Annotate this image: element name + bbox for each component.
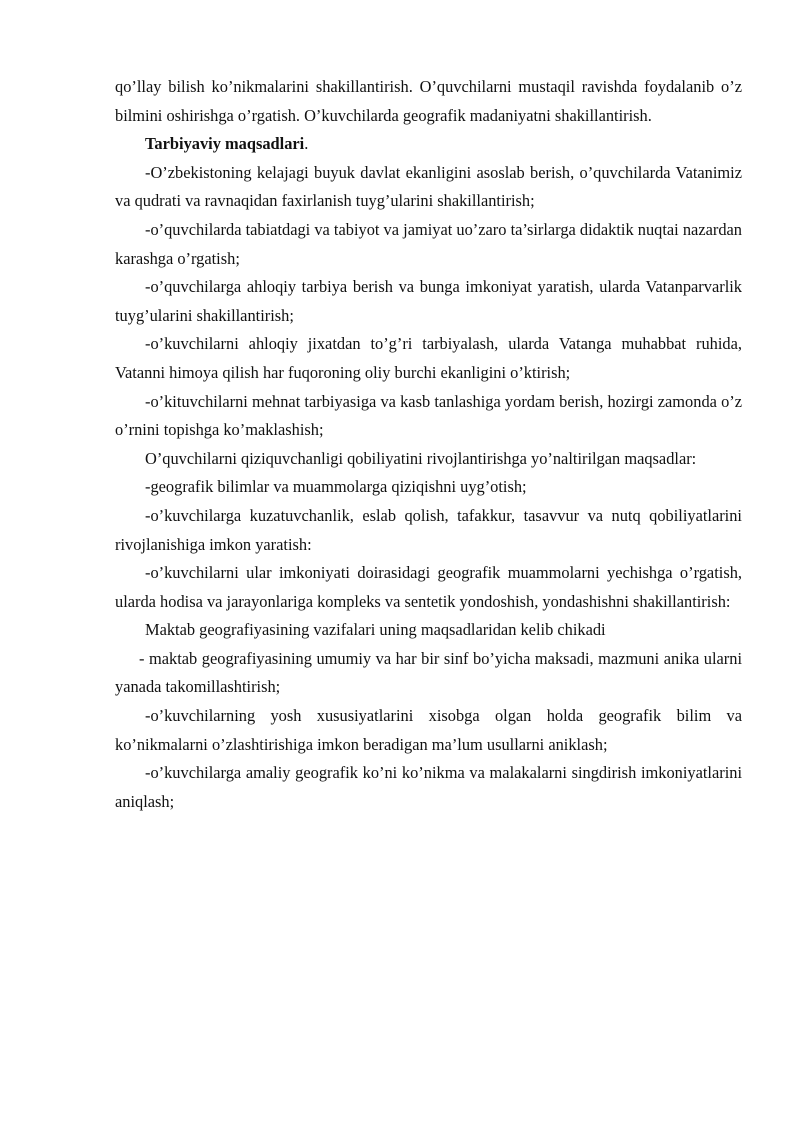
paragraph-curiosity-3: -o’kuvchilarni ular imkoniyati doirasidagi geografik muammolarni yechishga o’rgatish, ularda hodisa va jarayonlariga kompleks va sentetik yondoshish, yondashishni shakillantirish: <box>115 563 742 611</box>
paragraph-curiosity-1: -geografik bilimlar va muammolarga qiziqishni uyg’otish; <box>145 477 527 497</box>
document-page <box>115 73 742 816</box>
paragraph-task-1: - maktab geografiyasining umumiy va har bir sinf bo’yicha maksadi, mazmuni anika ularni yanada takomillashtirish; <box>115 648 742 697</box>
paragraph-intro: qo’llay bilish ko’nikmalarini shakillantirish. O’quvchilarni mustaqil ravishda foydalanib o’z bilmini oshirishga o’rgatish. O’kuvchilarda geografik madaniyatni shakillantirish. <box>115 77 742 125</box>
heading-text: Tarbiyaviy maqsadlari <box>145 134 305 154</box>
paragraph-goal-5: -o’kituvchilarni mehnat tarbiyasiga va kasb tanlashiga yordam berish, hozirgi zamonda o’z o’rnini topishga ko’maklashish; <box>115 391 742 440</box>
paragraph-tasks-intro: Maktab geografiyasining vazifalari uning maqsadlaridan kelib chikadi <box>145 620 606 640</box>
paragraph-curiosity-intro: O’quvchilarni qiziquvchanligi qobiliyatini rivojlantirishga yo’naltirilgan maqsadlar: <box>145 448 697 468</box>
heading-suffix: . <box>304 134 309 154</box>
paragraph-goal-2: -o’quvchilarda tabiatdagi va tabiyot va jamiyat uo’zaro ta’sirlarga didaktik nuqtai nazardan karashga o’rgatish; <box>115 219 742 268</box>
paragraph-task-2: -o’kuvchilarning yosh xususiyatlarini xisobga olgan holda geografik bilim va ko’nikmalarni o’zlashtirishiga imkon beradigan ma’lum usullarni aniklash; <box>115 706 742 754</box>
paragraph-goal-4: -o’kuvchilarni ahloqiy jixatdan to’g’ri tarbiyalash, ularda Vatanga muhabbat ruhida, Vatanni himoya qilish har fuqoroning oliy burchi ekanligini o’ktirish; <box>115 334 742 382</box>
paragraph-goal-3: -o’quvchilarga ahloqiy tarbiya berish va bunga imkoniyat yaratish, ularda Vatanparvarlik tuyg’ularini shakillantirish; <box>115 277 742 325</box>
paragraph-curiosity-2: -o’kuvchilarga kuzatuvchanlik, eslab qolish, tafakkur, tasavvur va nutq qobiliyatlarini rivojlanishiga imkon yaratish: <box>115 505 742 554</box>
paragraph-goal-1: -O’zbekistoning kelajagi buyuk davlat ekanligini asoslab berish, o’quvchilarda Vatanimiz va qudrati va ravnaqidan faxirlanish tuyg’ularini shakillantirish; <box>115 162 742 211</box>
paragraph-task-3: -o’kuvchilarga amaliy geografik ko’ni ko’nikma va malakalarni singdirish imkoniyatlarini aniqlash; <box>115 763 742 811</box>
section-heading <box>115 130 742 159</box>
